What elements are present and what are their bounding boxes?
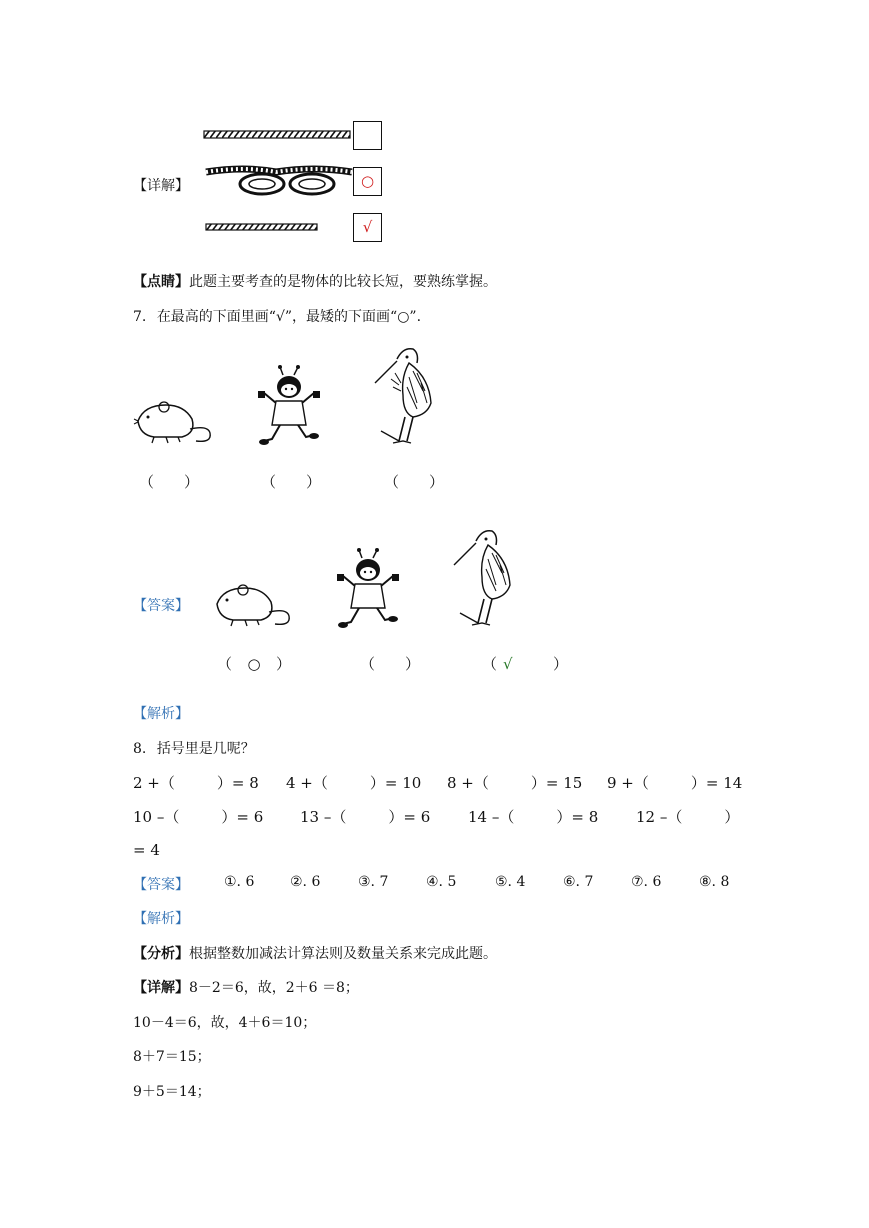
eq-right: ）= 15	[530, 774, 583, 792]
crane-image	[373, 343, 435, 451]
rope-straight-long-image	[204, 130, 354, 142]
paren-group-3	[384, 471, 444, 492]
eq-left: 12 –（	[636, 808, 683, 826]
paren-open: （	[261, 473, 277, 491]
answer-5: ⑤. 4	[495, 874, 526, 890]
step-2: 10－4＝6，故，4＋6＝10；	[133, 1015, 317, 1031]
answer-box-1	[353, 121, 382, 150]
q8-answer-line	[133, 874, 189, 894]
comment-text: 此题主要考查的是物体的比较长短，要熟练掌握。	[189, 274, 497, 290]
eq-right: ）	[724, 808, 740, 826]
answer-mark-1: ○	[247, 655, 261, 673]
step-1: 8－2＝6，故，2＋6 ＝8；	[189, 980, 359, 996]
eq-7	[468, 806, 598, 827]
eq-left: 10 –（	[133, 808, 180, 826]
answer-mouse-image	[213, 578, 295, 630]
eq-3	[447, 772, 582, 793]
eq-left: 9 +（	[607, 774, 649, 792]
q8-question: 括号里是几呢？	[156, 741, 255, 757]
paren-close: ）	[276, 655, 292, 673]
step-4: 9＋5＝14；	[133, 1084, 211, 1100]
q7-question: 在最高的下面里画“√”，最矮的下面画“○”.	[156, 309, 422, 325]
eq-right: ）= 6	[388, 808, 431, 826]
eq-left: 4 +（	[286, 774, 328, 792]
paren-open: （	[384, 473, 400, 491]
comment-label: 【点睛】	[133, 274, 189, 290]
comment-line	[133, 271, 497, 291]
eq-left: 14 –（	[468, 808, 515, 826]
eq-right: ）= 6	[221, 808, 264, 826]
answer-paren-group-3	[482, 653, 568, 674]
answer-4: ④. 5	[426, 874, 457, 890]
eq-6	[300, 806, 430, 827]
q8-answer-label: 【答案】	[133, 877, 189, 893]
answer-mark-3: √	[503, 655, 513, 673]
detail-label: 【详解】	[133, 178, 189, 194]
eq-5	[133, 806, 263, 827]
eq-left: 8 +（	[447, 774, 489, 792]
rope-looped-image	[204, 166, 354, 198]
answer-paren-group-1	[217, 653, 291, 674]
answer-box-2	[353, 167, 382, 196]
answer-6: ⑥. 7	[563, 874, 594, 890]
paren-close: ）	[184, 473, 200, 491]
answer-paren-group-2	[360, 653, 420, 674]
step-3: 8＋7＝15；	[133, 1049, 211, 1065]
q8-line	[133, 738, 255, 758]
q8-number: 8.	[133, 741, 147, 757]
fenxi-text: 根据整数加减法计算法则及数量关系来完成此题。	[189, 946, 497, 962]
q7-number: 7.	[133, 309, 147, 325]
eq-8-continued: = 4	[133, 841, 160, 859]
answer-1: ①. 6	[224, 874, 255, 890]
eq-right: ）= 8	[556, 808, 599, 826]
answer-2: ②. 6	[290, 874, 321, 890]
rope-straight-short-image	[206, 223, 321, 233]
paren-close: ）	[553, 655, 569, 673]
q7-answer-label: 【答案】	[133, 598, 189, 614]
answer-girl-image	[337, 550, 399, 632]
paren-close: ）	[405, 655, 421, 673]
fenxi-line	[133, 943, 497, 963]
q7-line	[133, 306, 421, 326]
paren-group-2	[261, 471, 321, 492]
check-mark: √	[362, 218, 373, 236]
circle-mark: ○	[360, 172, 375, 190]
eq-right: ）= 8	[216, 774, 259, 792]
paren-open: （	[217, 655, 233, 673]
eq-right: ）= 14	[690, 774, 743, 792]
answer-box-3	[353, 213, 382, 242]
paren-group-1	[139, 471, 199, 492]
eq-right: ）= 10	[369, 774, 422, 792]
answer-8: ⑧. 8	[699, 874, 730, 890]
eq-2	[286, 772, 421, 793]
fenxi-label: 【分析】	[133, 946, 189, 962]
eq-8	[636, 806, 739, 827]
paren-open: （	[139, 473, 155, 491]
paren-open: （	[360, 655, 376, 673]
mouse-image	[134, 395, 216, 447]
answer-3: ③. 7	[358, 874, 389, 890]
paren-open: （	[482, 655, 498, 673]
girl-image	[258, 367, 320, 449]
eq-4	[607, 772, 742, 793]
answer-7: ⑦. 6	[631, 874, 662, 890]
eq-left: 13 –（	[300, 808, 347, 826]
eq-left: 2 +（	[133, 774, 175, 792]
eq-1	[133, 772, 259, 793]
q8-analysis-label: 【解析】	[133, 911, 189, 927]
paren-close: ）	[429, 473, 445, 491]
paren-close: ）	[306, 473, 322, 491]
q7-analysis-label: 【解析】	[133, 706, 189, 722]
xiangjie-label: 【详解】	[133, 980, 189, 996]
answer-crane-image	[452, 525, 514, 633]
xiangjie-line	[133, 977, 359, 997]
